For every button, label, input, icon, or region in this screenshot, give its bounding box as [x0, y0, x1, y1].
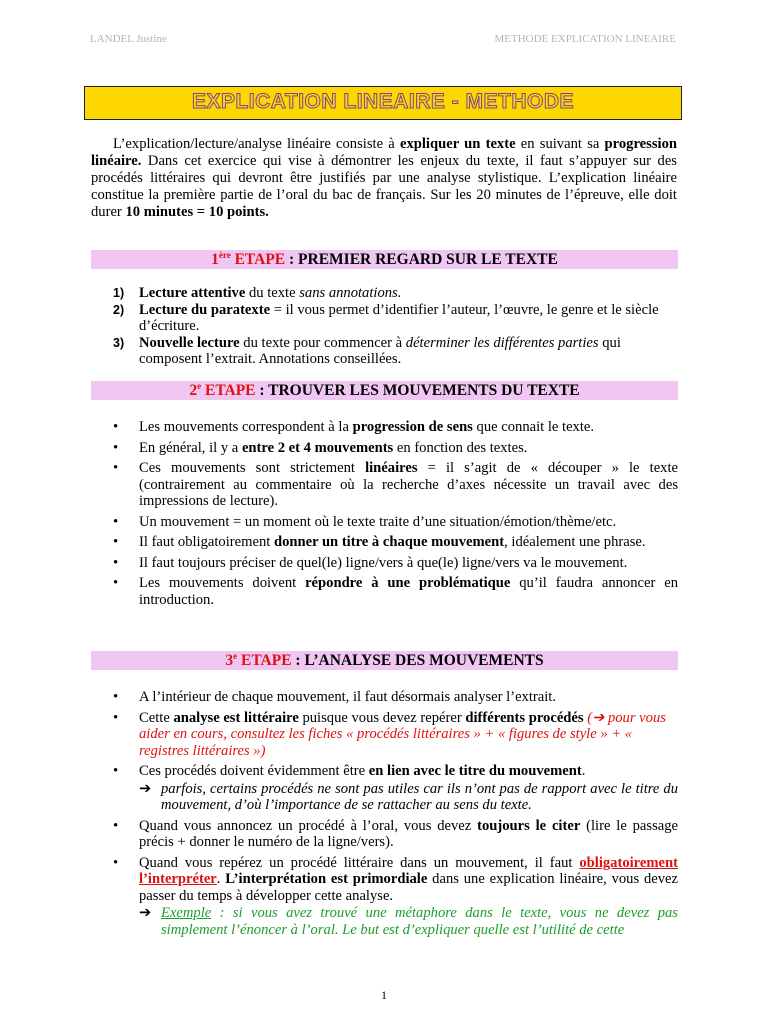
bullet-icon: •: [113, 763, 119, 779]
list-item: • En général, il y a entre 2 et 4 mouvements en fonction des textes.: [113, 439, 528, 456]
sub-note: ➔ parfois, certains procédés ne sont pas utiles car ils n’ont pas de rapport avec le titre du mouvement, d’où l’importance de se rattacher au sens du texte.: [139, 779, 678, 813]
step2-heading: 2e ETAPE : TROUVER LES MOUVEMENTS DU TEXTE: [91, 381, 678, 400]
list-item: • Il faut obligatoirement donner un titre à chaque mouvement, idéalement une phrase.: [113, 534, 646, 550]
bullet-icon: •: [113, 439, 119, 456]
arrow-icon: ➔: [139, 904, 152, 921]
page-number: 1: [381, 988, 387, 1002]
list-item: • Quand vous repérez un procédé littéraire dans un mouvement, il faut obligatoirement l’interpréter. L’interprétation est primordiale dans une explication linéaire, vous devez passer du temps à développer cette analyse.: [113, 854, 678, 904]
bullet-icon: •: [113, 460, 119, 476]
step3-list: [113, 689, 678, 938]
list-item: • Cette analyse est littéraire puisque vous devez repérer différents procédés (➔ pour vous aider en cours, consultez les fiches « procédés littéraires » + « figures de style » + « registres littéraires »): [113, 709, 666, 759]
step3-heading: 3e ETAPE : L’ANALYSE DES MOUVEMENTS: [91, 651, 678, 670]
list-item: • Il faut toujours préciser de quel(le) ligne/vers à que(le) ligne/vers va le mouvement.: [113, 554, 628, 571]
list-item: • Les mouvements correspondent à la progression de sens que connait le texte.: [113, 419, 595, 435]
list-item: 2) Lecture du paratexte = il vous permet d’identifier l’auteur, l’œuvre, le genre et le siècle d’écriture.: [113, 301, 659, 334]
bullet-icon: •: [113, 689, 119, 705]
bullet-icon: •: [113, 554, 119, 571]
bullet-icon: •: [113, 575, 119, 591]
list-item: • Quand vous annoncez un procédé à l’oral, vous devez toujours le citer (lire le passage précis + donner le numéro de la ligne/vers).: [113, 817, 678, 850]
page-title: EXPLICATION LINEAIRE - METHODE: [191, 90, 575, 113]
bullet-icon: •: [113, 817, 119, 834]
bullet-icon: •: [113, 709, 119, 726]
step1-list: [113, 285, 678, 368]
list-item: • Ces mouvements sont strictement linéaires = il s’agit de « découper » le texte (contrairement au commentaire où la recherche d’axes nécessite un travail avec des impressions de lecture).: [113, 460, 678, 509]
list-item: • Ces procédés doivent évidemment être en lien avec le titre du mouvement.: [113, 763, 586, 779]
header-doc-title: METHODE EXPLICATION LINEAIRE: [494, 33, 676, 45]
bullet-icon: •: [113, 419, 119, 435]
list-item: • A l’intérieur de chaque mouvement, il faut désormais analyser l’extrait.: [113, 689, 556, 705]
example-note: ➔ Exemple : si vous avez trouvé une métaphore dans le texte, vous ne devez pas simplement l’énoncer à l’oral. Le but est d’expliquer quelle est l’utilité de cette: [139, 904, 678, 938]
list-item: • Les mouvements doivent répondre à une problématique qu’il faudra annoncer en introduction.: [113, 575, 678, 608]
step2-list: [113, 419, 678, 612]
arrow-icon: ➔: [139, 779, 152, 797]
bullet-icon: •: [113, 513, 119, 530]
list-item: 1) Lecture attentive du texte sans annotations.: [113, 285, 402, 301]
page-title-box: [84, 86, 682, 120]
header-author: LANDEL Justine: [90, 33, 167, 45]
list-item: • Un mouvement = un moment où le texte traite d’une situation/émotion/thème/etc.: [113, 513, 617, 530]
bullet-icon: •: [113, 534, 119, 550]
step1-heading: 1ère ETAPE : PREMIER REGARD SUR LE TEXTE: [91, 250, 678, 269]
list-item: 3) Nouvelle lecture du texte pour commencer à déterminer les différentes parties qui composent l’extrait. Annotations conseillées.: [113, 334, 621, 367]
bullet-icon: •: [113, 854, 119, 871]
intro-paragraph: L’explication/lecture/analyse linéaire consiste à expliquer un texte en suivant sa progression linéaire. Dans cet exercice qui vise à démontrer les enjeux du texte, il faut s’appuyer sur des procédés littéraires qui devront être justifiés par une analyse stylistique. L’explication linéaire constitue la première partie de l’oral du bac de français. Sur les 20 minutes de l’épreuve, elle doit durer 10 minutes = 10 points.: [91, 136, 677, 220]
